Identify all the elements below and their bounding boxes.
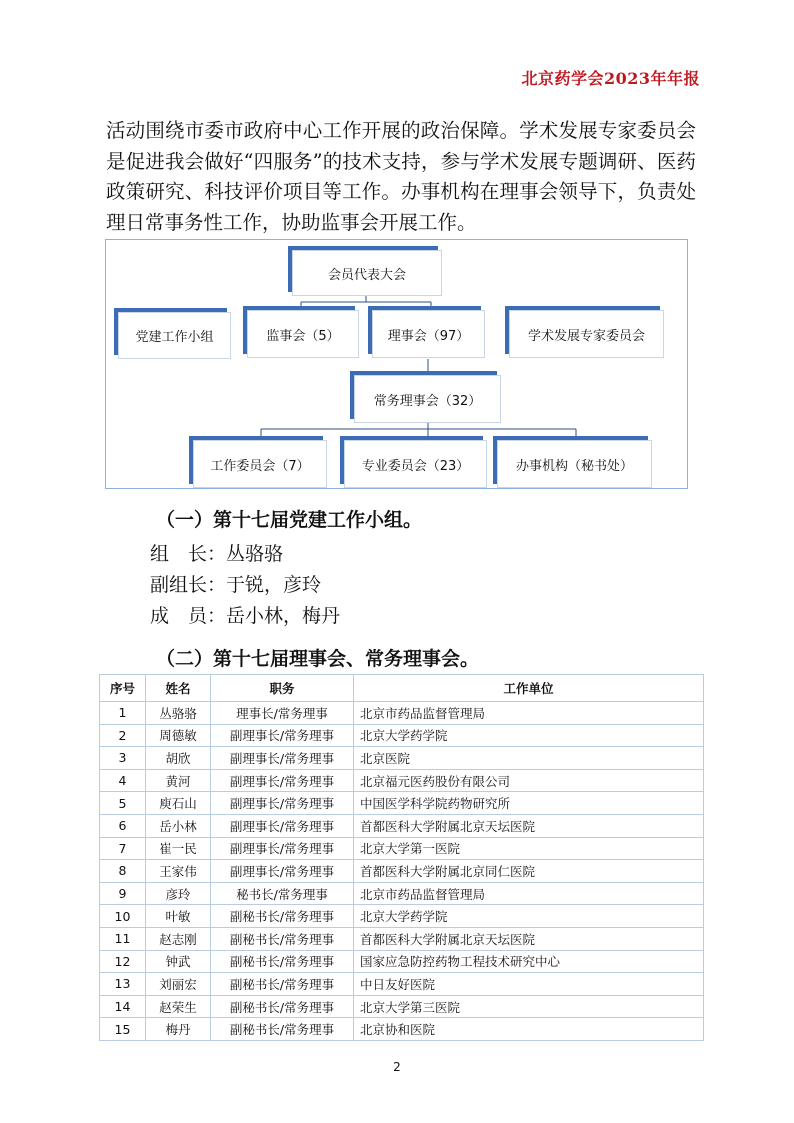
section2-heading: （二）第十七届理事会、常务理事会。 [156, 648, 480, 670]
cell-unit: 中国医学科学院药物研究所 [354, 792, 704, 815]
cell-name: 崔一民 [146, 837, 211, 860]
page-number: 2 [393, 1060, 401, 1074]
cell-no: 1 [100, 702, 146, 725]
col-header-position: 职务 [211, 675, 354, 702]
cell-position: 副秘书长/常务理事 [211, 950, 354, 973]
table-row [100, 927, 704, 950]
cell-name: 钟武 [146, 950, 211, 973]
cell-position: 副理事长/常务理事 [211, 860, 354, 883]
table-row [100, 769, 704, 792]
col-header-name: 姓名 [146, 675, 211, 702]
cell-unit: 北京大学第一医院 [354, 837, 704, 860]
org-box-members-congress: 会员代表大会 [292, 250, 442, 296]
cell-no: 7 [100, 837, 146, 860]
cell-unit: 中日友好医院 [354, 973, 704, 996]
cell-unit: 国家应急防控药物工程技术研究中心 [354, 950, 704, 973]
cell-no: 10 [100, 905, 146, 928]
cell-name: 王家伟 [146, 860, 211, 883]
cell-no: 14 [100, 995, 146, 1018]
org-box-council: 理事会（97） [372, 310, 485, 358]
cell-no: 11 [100, 927, 146, 950]
cell-name: 胡欣 [146, 747, 211, 770]
org-box-supervisors: 监事会（5） [247, 310, 359, 358]
org-box-work-committees: 工作委员会（7） [193, 440, 327, 488]
cell-name: 梅丹 [146, 1018, 211, 1041]
cell-name: 彦玲 [146, 882, 211, 905]
cell-position: 副理事长/常务理事 [211, 837, 354, 860]
cell-position: 副秘书长/常务理事 [211, 927, 354, 950]
org-box-office: 办事机构（秘书处） [497, 440, 652, 488]
report-header-title: 北京药学会2023年年报 [521, 69, 700, 88]
table-row [100, 1018, 704, 1041]
cell-name: 黄河 [146, 769, 211, 792]
table-row [100, 724, 704, 747]
org-chart [105, 239, 688, 489]
org-box-special-committees: 专业委员会（23） [344, 440, 487, 488]
cell-unit: 北京福元医药股份有限公司 [354, 769, 704, 792]
cell-position: 副秘书长/常务理事 [211, 905, 354, 928]
cell-no: 9 [100, 882, 146, 905]
cell-position: 秘书长/常务理事 [211, 882, 354, 905]
cell-no: 13 [100, 973, 146, 996]
cell-position: 副秘书长/常务理事 [211, 1018, 354, 1041]
cell-no: 15 [100, 1018, 146, 1041]
table-row [100, 814, 704, 837]
col-header-no: 序号 [100, 675, 146, 702]
cell-name: 丛骆骆 [146, 702, 211, 725]
cell-no: 4 [100, 769, 146, 792]
cell-position: 副理事长/常务理事 [211, 747, 354, 770]
cell-unit: 北京协和医院 [354, 1018, 704, 1041]
cell-position: 副秘书长/常务理事 [211, 973, 354, 996]
table-row [100, 747, 704, 770]
org-box-standing-council: 常务理事会（32） [354, 375, 501, 423]
cell-position: 副理事长/常务理事 [211, 792, 354, 815]
cell-position: 副理事长/常务理事 [211, 814, 354, 837]
cell-name: 刘丽宏 [146, 973, 211, 996]
table-row [100, 995, 704, 1018]
cell-no: 8 [100, 860, 146, 883]
cell-unit: 北京医院 [354, 747, 704, 770]
cell-position: 副理事长/常务理事 [211, 724, 354, 747]
table-row [100, 837, 704, 860]
council-table [99, 674, 704, 1041]
cell-position: 副理事长/常务理事 [211, 769, 354, 792]
cell-no: 6 [100, 814, 146, 837]
cell-unit: 北京大学第三医院 [354, 995, 704, 1018]
group-deputy-line: 副组长：于锐，彦玲 [150, 574, 322, 596]
cell-name: 岳小林 [146, 814, 211, 837]
table-row [100, 792, 704, 815]
cell-no: 12 [100, 950, 146, 973]
cell-unit: 北京大学药学院 [354, 905, 704, 928]
section1-heading: （一）第十七届党建工作小组。 [156, 509, 423, 531]
cell-unit: 首都医科大学附属北京天坛医院 [354, 927, 704, 950]
cell-name: 周德敏 [146, 724, 211, 747]
table-row [100, 950, 704, 973]
cell-unit: 北京大学药学院 [354, 724, 704, 747]
cell-position: 理事长/常务理事 [211, 702, 354, 725]
table-row [100, 860, 704, 883]
cell-unit: 北京市药品监督管理局 [354, 702, 704, 725]
col-header-unit: 工作单位 [354, 675, 704, 702]
org-box-academic-experts: 学术发展专家委员会 [509, 310, 664, 358]
cell-name: 赵志刚 [146, 927, 211, 950]
cell-unit: 北京市药品监督管理局 [354, 882, 704, 905]
cell-no: 2 [100, 724, 146, 747]
cell-name: 叶敏 [146, 905, 211, 928]
cell-unit: 首都医科大学附属北京天坛医院 [354, 814, 704, 837]
table-row [100, 905, 704, 928]
cell-name: 庾石山 [146, 792, 211, 815]
intro-paragraph: 活动围绕市委市政府中心工作开展的政治保障。学术发展专家委员会是促进我会做好“四服务”的技术支持，参与学术发展专题调研、医药政策研究、科技评价项目等工作。办事机构在理事会领导下，负责处理日常事务性工作，协助监事会开展工作。 [106, 119, 696, 234]
cell-name: 赵荣生 [146, 995, 211, 1018]
cell-position: 副秘书长/常务理事 [211, 995, 354, 1018]
cell-no: 5 [100, 792, 146, 815]
cell-unit: 首都医科大学附属北京同仁医院 [354, 860, 704, 883]
table-row [100, 702, 704, 725]
cell-no: 3 [100, 747, 146, 770]
group-members-line: 成 员：岳小林，梅丹 [150, 605, 341, 627]
org-box-party-group: 党建工作小组 [118, 312, 231, 359]
group-leader-line: 组 长：丛骆骆 [150, 543, 284, 565]
table-row [100, 882, 704, 905]
table-header-row [100, 675, 704, 702]
table-row [100, 973, 704, 996]
